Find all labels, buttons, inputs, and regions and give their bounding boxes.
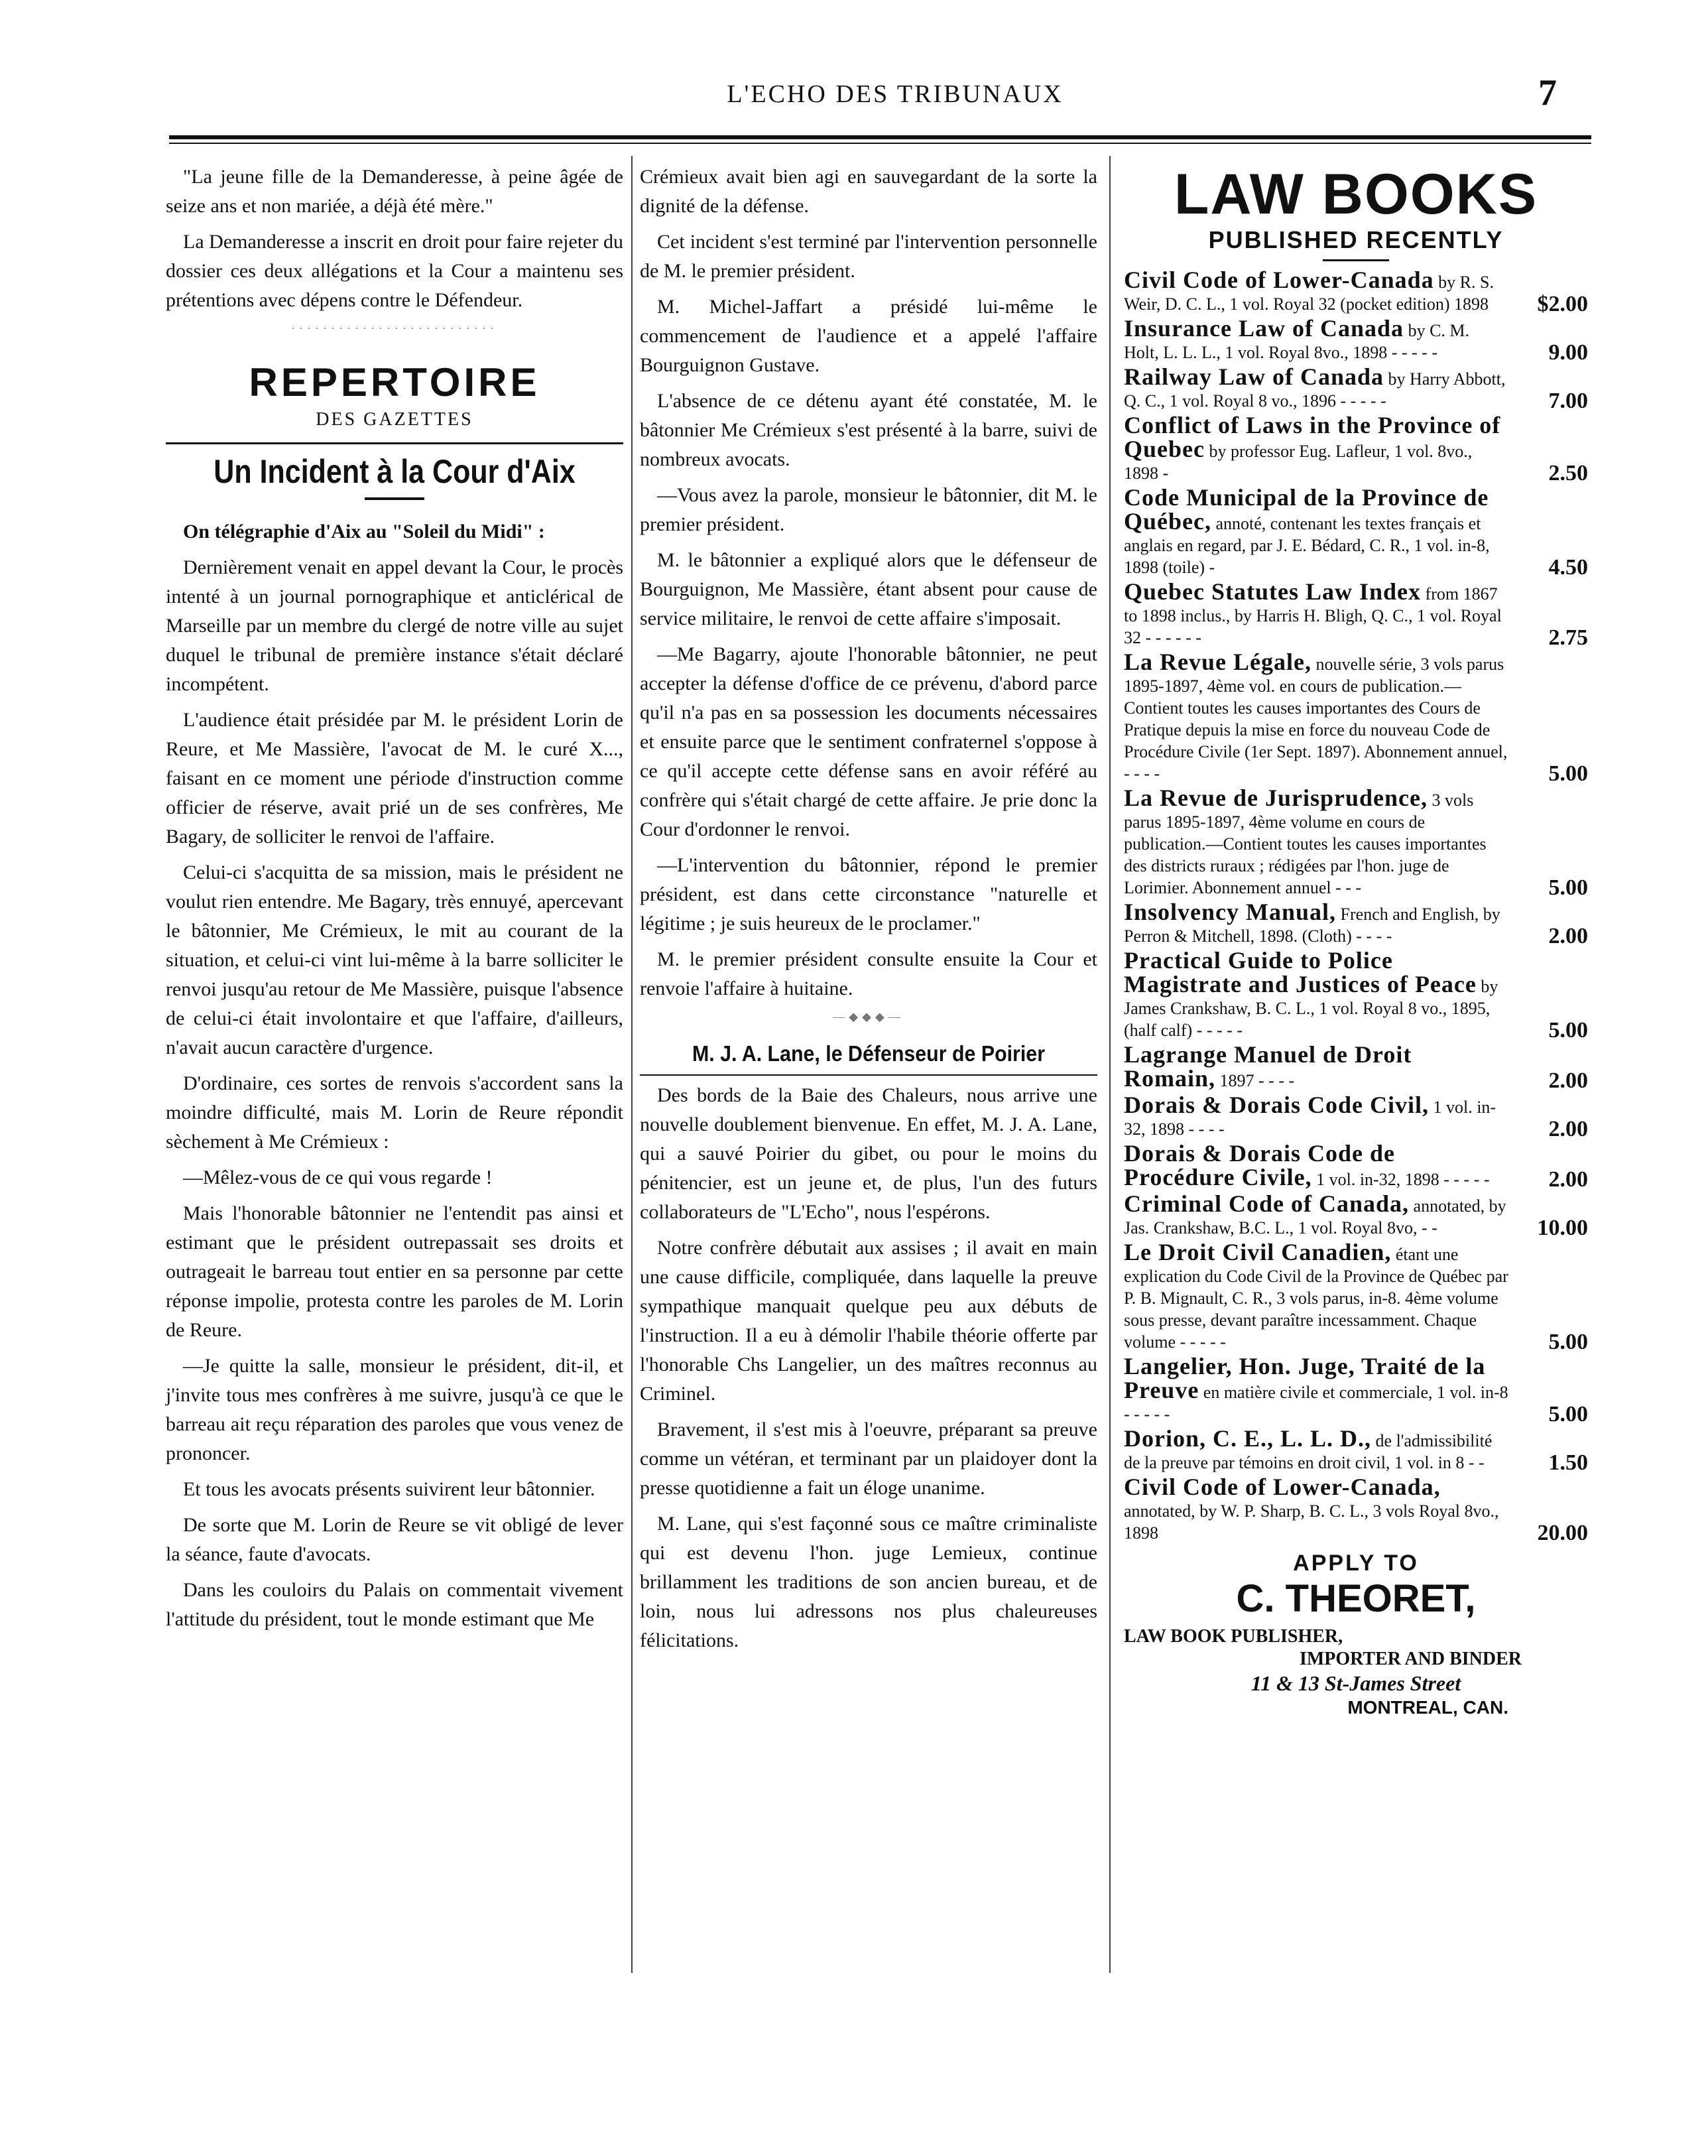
article-headline: Un Incident à la Cour d'Aix	[213, 453, 576, 490]
paragraph: Crémieux avait bien agi en sauvegardant de la sorte la dignité de la défense.	[640, 166, 1097, 217]
book-price: 7.00	[1548, 389, 1588, 413]
paragraph: Cet incident s'est terminé par l'intervention personnelle de M. le premier président.	[640, 231, 1097, 282]
paragraph: M. Michel-Jaffart a présidé lui-même le commencement de l'audience et a appelé l'affaire Bourguignon Gustave.	[640, 296, 1097, 376]
publisher-city: MONTREAL, CAN.	[1347, 1697, 1508, 1718]
book-title: Civil Code of Lower-Canada	[1124, 267, 1434, 293]
law-books-advertisement	[1124, 162, 1588, 1720]
paragraph: Celui-ci s'acquitta de sa mission, mais le président ne voulut rien entendre. Me Bagary, très ennuyé, apercevant le bâtonnier, Me Crémieux, le mit au courant de la situation, et celui-ci vint lui-même à la barre solliciter le renvoi jusqu'au retour de Me Massière, puisque l'absence de celui-ci était involontaire et que l'affaire, d'ailleurs, n'avait aucun caractère d'urgence.	[166, 861, 623, 1058]
column-divider	[631, 156, 633, 1973]
paragraph: M. le bâtonnier a expliqué alors que le défenseur de Bourguignon, Me Massière, étant absent pour cause de service militaire, le renvoi de cette affaire s'imposait.	[640, 549, 1097, 629]
paragraph: Mais l'honorable bâtonnier ne l'entendit pas ainsi et estimant que le président outrepassait ses droits et outrageait le barreau tout entier en sa personne par cette réponse impolie, protesta contre les paroles de M. Lorin de Reure.	[166, 1202, 623, 1341]
paragraph: M. Lane, qui s'est façonné sous ce maître criminaliste qui est devenu l'hon. juge Lemieux, continue brillamment les traditions de son ancien bureau, et de loin, nous lui adressons nos plus chaleureuses félicitations.	[640, 1513, 1097, 1651]
book-title: Criminal Code of Canada,	[1124, 1190, 1410, 1217]
subhead-rule	[640, 1074, 1097, 1076]
article-lead: On télégraphie d'Aix au "Soleil du Midi" :	[183, 521, 545, 542]
book-description: by R. S. Weir, D. C. L., 1 vol. Royal 32 (pocket edition) 1898	[1124, 273, 1494, 314]
book-entry	[1124, 901, 1588, 947]
ornament-separator: —◆◆◆—	[833, 1010, 904, 1023]
book-entry	[1124, 315, 1588, 365]
publisher-role: LAW BOOK PUBLISHER,	[1124, 1626, 1343, 1647]
publisher-role-2: IMPORTER AND BINDER	[1299, 1649, 1522, 1669]
apply-to-label: APPLY TO	[1293, 1551, 1419, 1576]
book-title: La Revue Légale,	[1124, 649, 1312, 675]
book-title: Dorais & Dorais Code de Procédure Civile,	[1124, 1140, 1395, 1190]
book-price: 5.00	[1548, 1018, 1588, 1043]
book-price: 2.00	[1548, 924, 1588, 948]
book-price: 10.00	[1537, 1216, 1588, 1240]
paragraph: De sorte que M. Lorin de Reure se vit obligé de lever la séance, faute d'avocats.	[166, 1514, 623, 1565]
book-price: 9.00	[1548, 340, 1588, 365]
book-description: annotated, by Jas. Crankshaw, B.C. L., 1 vol. Royal 8vo, - -	[1124, 1196, 1506, 1237]
publisher-address: 11 & 13 St-James Street	[1250, 1671, 1461, 1695]
book-title: Practical Guide to Police Magistrate and Justices of Peace	[1124, 947, 1477, 997]
book-description: French and English, by Perron & Mitchell, 1898. (Cloth) - - - -	[1124, 905, 1500, 946]
book-description: by Harry Abbott, Q. C., 1 vol. Royal 8 vo., 1896 - - - - -	[1124, 369, 1506, 411]
book-entry	[1124, 787, 1588, 899]
dotted-separator: ··························	[291, 322, 498, 335]
book-title: Lagrange Manuel de Droit Romain,	[1124, 1041, 1412, 1092]
paragraph: —Je quitte la salle, monsieur le président, dit-il, et j'invite tous mes confrères à me suivre, jusqu'à ce que le barreau ait reçu réparation des paroles que vous venez de prononcer.	[166, 1355, 623, 1464]
column-divider	[1109, 156, 1111, 1973]
book-title: Conflict of Laws in the Province of Quebec	[1124, 412, 1501, 462]
book-entry	[1124, 414, 1588, 484]
ad-title: LAW BOOKS	[1174, 162, 1538, 226]
book-price: 5.00	[1548, 761, 1588, 786]
paragraph: L'absence de ce détenu ayant été constatée, M. le bâtonnier Me Crémieux s'est présenté à la barre, suivi de nombreux avocats.	[640, 390, 1097, 470]
book-title: Le Droit Civil Canadien,	[1124, 1239, 1392, 1265]
paragraph: "La jeune fille de la Demanderesse, à peine âgée de seize ans et non mariée, a déjà été mère."	[166, 166, 623, 217]
book-price: 2.00	[1548, 1068, 1588, 1093]
ad-rule	[1323, 259, 1389, 261]
paragraph: —Me Bagarry, ajoute l'honorable bâtonnier, ne peut accepter la défense d'office de ce prévenu, d'abord parce qu'il n'a pas en sa possession les documents nécessaires et ensuite parce que le sentiment confraternel s'oppose à ce qu'il accepte cette défense sans en avoir référé au confrère qui s'était chargé de cette affaire. Je prie donc la Cour d'ordonner le renvoi.	[640, 643, 1097, 840]
book-description: 1 vol. in-32, 1898 - - - - -	[1312, 1170, 1490, 1189]
section-rule	[166, 442, 623, 444]
book-price: 2.00	[1548, 1167, 1588, 1192]
book-entry	[1124, 651, 1588, 785]
book-description: 1897 - - - -	[1215, 1071, 1295, 1090]
book-description: de l'admissibilité de la preuve par témoins en droit civil, 1 vol. in 8 - -	[1124, 1431, 1493, 1472]
book-title: Quebec Statutes Law Index	[1124, 578, 1422, 605]
ad-subtitle: PUBLISHED RECENTLY	[1208, 226, 1504, 253]
article-subhead: M. J. A. Lane, le Défenseur de Poirier	[692, 1041, 1046, 1066]
book-title: Railway Law of Canada	[1124, 363, 1384, 390]
paragraph: Notre confrère débutait aux assises ; il avait en main une cause difficile, compliquée, dans laquelle la preuve sympathique manquait quelque peu aux débuts de l'instruction. Il a eu à démolir l'habile théorie offerte par l'honorable Chs Langelier, un des maîtres reconnus au Criminel.	[640, 1237, 1097, 1405]
book-price: $2.00	[1537, 292, 1588, 316]
book-description: by professor Eug. Lafleur, 1 vol. 8vo., 1898 -	[1124, 442, 1473, 483]
paragraph: —Mêlez-vous de ce qui vous regarde !	[183, 1167, 493, 1188]
book-description: from 1867 to 1898 inclus., by Harris H. Bligh, Q. C., 1 vol. Royal 32 - - - - - -	[1124, 584, 1502, 647]
book-price: 5.00	[1548, 1402, 1588, 1427]
book-price: 20.00	[1537, 1521, 1588, 1545]
paragraph: Bravement, il s'est mis à l'oeuvre, préparant sa preuve comme un vétéran, et terminant par un plaidoyer dont la presse quotidienne a fait un éloge unanime.	[640, 1419, 1097, 1499]
book-description: nouvelle série, 3 vols parus 1895-1897, 4ème vol. en cours de publication.—Contient toutes les causes importantes des Cours de Pratique depuis la mise en force du nouveau Code de Procédure Civile (1er Sept. 1897). Abonnement annuel, - - - -	[1124, 655, 1508, 783]
book-entry	[1124, 363, 1588, 413]
book-entry	[1124, 1241, 1588, 1353]
column-left	[166, 162, 623, 1641]
book-price: 1.50	[1548, 1450, 1588, 1475]
paragraph: Et tous les avocats présents suivirent leur bâtonnier.	[183, 1478, 595, 1500]
book-description: by C. M. Holt, L. L. L., 1 vol. Royal 8vo., 1898 - - - - -	[1124, 321, 1470, 362]
masthead-title: L'ECHO DES TRIBUNAUX	[727, 80, 1064, 108]
page-number: 7	[1538, 72, 1557, 113]
book-entry	[1124, 1353, 1588, 1427]
book-entry	[1124, 269, 1588, 315]
paragraph: D'ordinaire, ces sortes de renvois s'accordent sans la moindre difficulté, mais M. Lorin de Reure répondit sèchement à Me Crémieux :	[166, 1072, 623, 1153]
section-title: REPERTOIRE	[249, 360, 540, 405]
publisher-name: C. THEORET,	[1236, 1577, 1476, 1620]
paragraph: M. le premier président consulte ensuite la Cour et renvoie l'affaire à huitaine.	[640, 948, 1097, 999]
header-rule-thin	[169, 143, 1591, 144]
book-entry	[1124, 1041, 1588, 1093]
paragraph: L'audience était présidée par M. le président Lorin de Reure, et Me Massière, l'avocat de M. le curé X..., faisant en ce moment une période d'instruction comme officier de réserve, avait prié un de ses confrères, Me Bagary, de solliciter le renvoi de l'affaire.	[166, 709, 623, 848]
paragraph: Des bords de la Baie des Chaleurs, nous arrive une nouvelle doublement bienvenue. En effet, M. J. A. Lane, qui a sauvé Poirier du gibet, ou pour le moins du pénitencier, est un jeune et, de plus, l'un des futurs collaborateurs de "L'Echo", nous l'espérons.	[640, 1084, 1097, 1223]
book-description: étant une explication du Code Civil de la Province de Québec par P. B. Mignault, C. R., 3 vols parus, in-8. 4ème volume sous presse, devant paraître incessamment. Chaque volume - - - - -	[1124, 1245, 1508, 1352]
book-price: 4.50	[1548, 555, 1588, 580]
book-description: 1 vol. in-32, 1898 - - - -	[1124, 1098, 1496, 1139]
book-title: Insolvency Manual,	[1124, 899, 1337, 925]
book-price: 2.00	[1548, 1117, 1588, 1141]
book-price: 2.50	[1548, 461, 1588, 485]
book-description: by James Crankshaw, B. C. L., 1 vol. Royal 8 vo., 1895, (half calf) - - - - -	[1124, 977, 1498, 1040]
book-entry	[1124, 1094, 1588, 1140]
book-title: Insurance Law of Canada	[1124, 315, 1404, 342]
paragraph: La Demanderesse a inscrit en droit pour faire rejeter du dossier ces deux allégations et la Cour a maintenu ses prétentions avec dépens contre le Défendeur.	[166, 231, 623, 311]
headline-rule	[365, 497, 424, 500]
book-title: Dorais & Dorais Code Civil,	[1124, 1092, 1429, 1118]
column-middle	[640, 162, 1097, 1662]
book-list	[1124, 269, 1588, 1544]
book-entry	[1124, 947, 1588, 1043]
book-title: Langelier, Hon. Juge, Traité de la Preuve	[1124, 1353, 1486, 1403]
paragraph: —Vous avez la parole, monsieur le bâtonnier, dit M. le premier président.	[640, 484, 1097, 535]
paragraph: Dernièrement venait en appel devant la Cour, le procès intenté à un journal pornographique et anticlérical de Marseille par un membre du clergé de notre ville au sujet duquel le tribunal de première instance s'était déclaré incompétent.	[166, 556, 623, 695]
book-description: annoté, contenant les textes français et anglais en regard, par J. E. Bédard, C. R., 1 vol. in-8, 1898 (toile) -	[1124, 514, 1490, 577]
book-price: 5.00	[1548, 875, 1588, 900]
header-rule	[169, 135, 1591, 139]
book-entry	[1124, 1140, 1588, 1192]
book-description: en matière civile et commerciale, 1 vol. in-8 - - - - -	[1124, 1383, 1508, 1424]
book-price: 5.00	[1548, 1330, 1588, 1354]
book-entry	[1124, 1425, 1588, 1475]
book-title: Civil Code of Lower-Canada,	[1124, 1474, 1441, 1500]
book-description: annotated, by W. P. Sharp, B. C. L., 3 vols Royal 8vo., 1898	[1124, 1501, 1499, 1543]
paragraph: Dans les couloirs du Palais on commentait vivement l'attitude du président, tout le monde estimant que Me	[166, 1579, 623, 1630]
book-entry	[1124, 1190, 1588, 1240]
book-description: 3 vols parus 1895-1897, 4ème volume en cours de publication.—Contient toutes les causes importantes des districts ruraux ; rédigées par l'hon. juge de Lorimier. Abonnement annuel - - -	[1124, 791, 1487, 897]
book-title: Dorion, C. E., L. L. D.,	[1124, 1425, 1372, 1452]
paragraph: —L'intervention du bâtonnier, répond le premier président, est dans cette circonstance "naturelle et légitime ; je suis heureux de le proclamer."	[640, 854, 1097, 934]
section-subtitle: DES GAZETTES	[316, 409, 473, 430]
book-entry	[1124, 1476, 1588, 1544]
book-price: 2.75	[1548, 625, 1588, 650]
book-title: La Revue de Jurisprudence,	[1124, 785, 1428, 811]
book-entry	[1124, 484, 1588, 580]
book-title: Code Municipal de la Province de Québec,	[1124, 484, 1489, 535]
book-entry	[1124, 578, 1588, 650]
